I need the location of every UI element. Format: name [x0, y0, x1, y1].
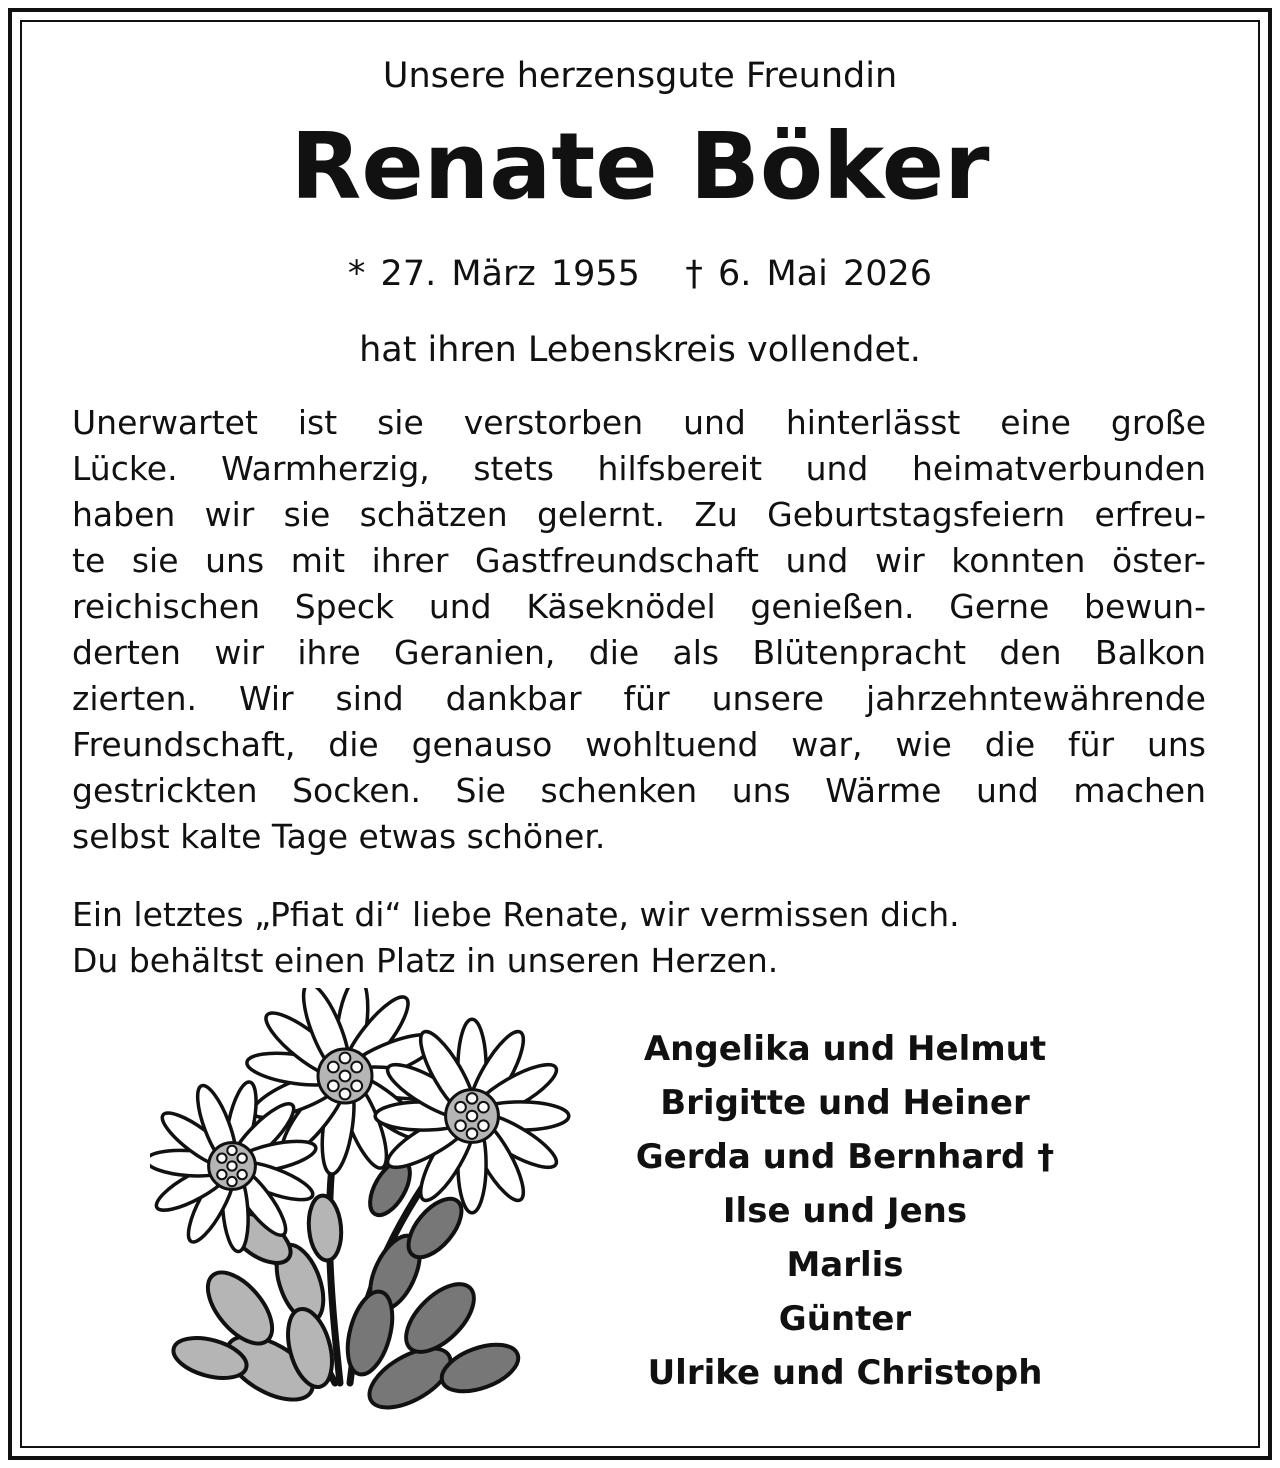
- tribute-line: Freundschaft, die genauso wohltuend war, wie die für uns: [72, 725, 1206, 764]
- tribute-line: reichischen Speck und Käseknödel genießen. Gerne bewun-: [72, 587, 1206, 626]
- floret: [351, 1062, 362, 1073]
- tribute-text: [72, 400, 1206, 860]
- mourner-name: Brigitte und Heiner: [660, 1083, 1030, 1123]
- farewell-text: [72, 892, 1206, 984]
- floret: [227, 1161, 236, 1170]
- floret: [227, 1177, 236, 1186]
- floret: [328, 1062, 339, 1073]
- mourners-list: [600, 1022, 1090, 1400]
- mourner-name: Angelika und Helmut: [643, 1029, 1047, 1069]
- tribute-line: selbst kalte Tage etwas schöner.: [72, 817, 606, 856]
- floret: [351, 1081, 362, 1092]
- edelweiss-bloom: [150, 1079, 318, 1252]
- tribute-line: te sie uns mit ihrer Gastfreundschaft und wir konnten öster-: [72, 541, 1206, 580]
- mourner-name: Ulrike und Christoph: [647, 1353, 1043, 1393]
- tribute-line: zierten. Wir sind dankbar für unsere jahrzehntewährende: [72, 679, 1206, 718]
- death-date: † 6. Mai 2026: [685, 254, 933, 294]
- tribute-line: derten wir ihre Geranien, die als Blütenpracht den Balkon: [72, 633, 1206, 672]
- floret: [467, 1128, 478, 1139]
- floret: [455, 1120, 466, 1131]
- birth-date: * 27. März 1955: [347, 254, 640, 294]
- floret: [455, 1102, 466, 1113]
- leaf: [436, 1336, 525, 1401]
- floret: [237, 1154, 246, 1163]
- floret: [467, 1093, 478, 1104]
- mourner-name: Günter: [778, 1299, 912, 1339]
- floret: [340, 1089, 351, 1100]
- floret: [340, 1071, 351, 1082]
- farewell-line: Du behältst einen Platz in unseren Herzen.: [72, 941, 779, 980]
- tribute-line: gestrickten Socken. Sie schenken uns Wärme und machen: [72, 771, 1206, 810]
- farewell-line: Ein letztes „Pfiat di“ liebe Renate, wir vermissen dich.: [72, 895, 960, 934]
- floret: [217, 1154, 226, 1163]
- leaf: [306, 1194, 344, 1262]
- floret: [340, 1053, 351, 1064]
- floret: [478, 1102, 489, 1113]
- deceased-name: Renate Böker: [290, 113, 990, 220]
- completed-line: hat ihren Lebenskreis vollendet.: [359, 330, 921, 370]
- mourner-name: Gerda und Bernhard †: [635, 1137, 1055, 1177]
- floret: [227, 1146, 236, 1155]
- tribute-line: haben wir sie schätzen gelernt. Zu Geburtstagsfeiern erfreu-: [72, 495, 1206, 534]
- floret: [328, 1081, 339, 1092]
- floret: [237, 1170, 246, 1179]
- edelweiss-icon: [150, 988, 590, 1428]
- mourner-name: Ilse und Jens: [722, 1191, 968, 1231]
- floret: [467, 1111, 478, 1122]
- intro-line: Unsere herzensgute Freundin: [382, 56, 898, 96]
- floret: [217, 1170, 226, 1179]
- mourner-name: Marlis: [786, 1245, 904, 1285]
- tribute-line: Lücke. Warmherzig, stets hilfsbereit und heimatverbunden: [72, 449, 1206, 488]
- life-dates: [0, 250, 1280, 298]
- floret: [478, 1120, 489, 1131]
- tribute-line: Unerwartet ist sie verstorben und hinterlässt eine große: [72, 403, 1206, 442]
